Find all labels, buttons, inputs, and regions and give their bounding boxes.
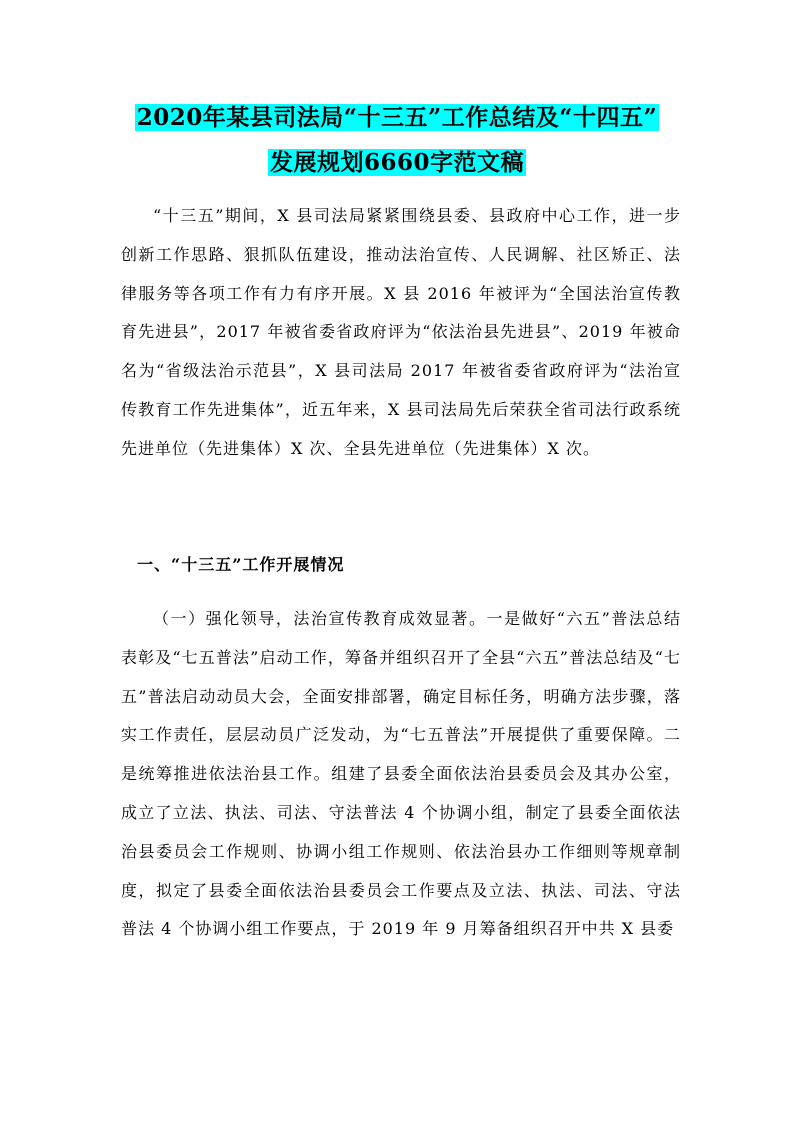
intro-paragraph: “十三五”期间，X 县司法局紧紧围绕县委、县政府中心工作，进一步创新工作思路、狠抓队伍建设，推动法治宣传、人民调解、社区矫正、法律服务等各项工作有力有序开展。X 县 2016 年被评为“全国法治宣传教育先进县”，2017 年被省委省政府评为“依法治县先进县”、2019 年被命名为“省级法治示范县”，X 县司法局 2017 年被省委省政府评为“法治宣传教育工作先进集体”，近五年来，X 县司法局先后荣获全省司法行政系统先进单位（先进集体）X 次、全县先进单位（先进集体）X 次。 [121,206,681,458]
title-highlight-1: 2020年某县司法局“十三五”工作总结及“十四五” [136,104,658,131]
title-highlight-2: 发展规划6660字范文稿 [269,149,524,176]
document-title-line-2 [0,145,794,181]
section1-paragraph-1: （一）强化领导，法治宣传教育成效显著。一是做好“六五”普法总结表彰及“七五普法”启动工作，筹备并组织召开了全县“六五”普法总结及“七五”普法启动动员大会，全面安排部署，确定目标任务，明确方法步骤，落实工作责任，层层动员广泛发动，为“七五普法”开展提供了重要保障。二是统筹推进依法治县工作。组建了县委全面依法治县委员会及其办公室，成立了立法、执法、司法、守法普法 4 个协调小组，制定了县委全面依法治县委员会工作规则、协调小组工作规则、依法治县办工作细则等规章制度，拟定了县委全面依法治县委员会工作要点及立法、执法、司法、守法普法 4 个协调小组工作要点，于 2019 年 9 月筹备组织召开中共 X 县委 [121,609,681,939]
document-title-line-1 [0,100,794,136]
section-heading-1: 一、“十三五”工作开展情况 [137,555,345,574]
